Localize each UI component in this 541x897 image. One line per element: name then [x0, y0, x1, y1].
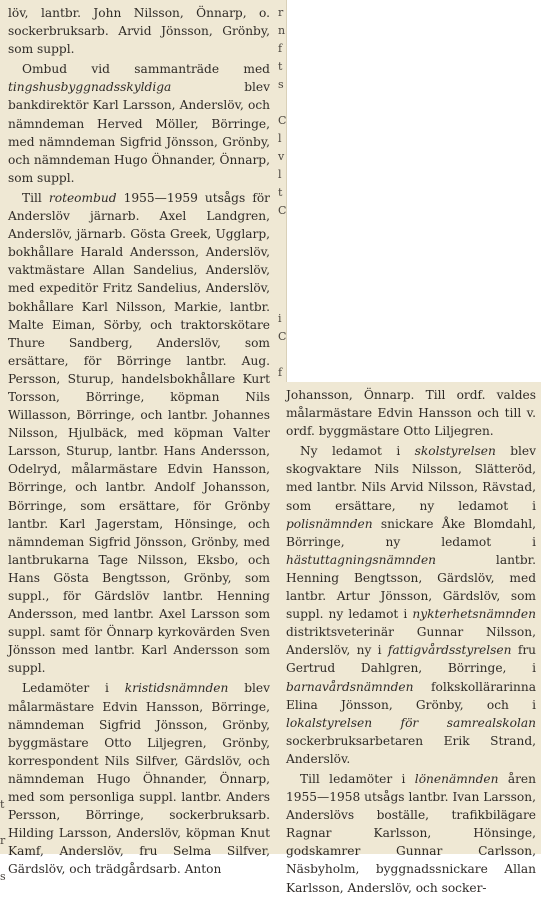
- italic-term: skolstyrelsen: [414, 444, 496, 459]
- gutter-letter: t: [278, 60, 283, 73]
- gutter-letter: [0, 202, 6, 220]
- gutter-letter: [278, 346, 285, 364]
- right-gutter-fragments: [278, 4, 285, 382]
- gutter-letter: f: [278, 42, 283, 55]
- gutter-letter: [0, 418, 6, 436]
- gutter-letter: s: [0, 870, 6, 883]
- gutter-letter: [0, 814, 6, 832]
- italic-term: barnavårdsnämnden: [286, 679, 414, 694]
- paragraph: Ny ledamot i skolstyrelsen blev skogvaktare Nils Nilsson, Slätteröd, med lantbr. Nils Arvid Nilsson, Rävstad, som ersättare, ny ledamot i polisnämnden snickare Åke Blomdahl, Börringe, ny ledamot i hästuttagningsnämnden lantbr. Henning Bengtsson, Gärdslöv, med lantbr. Artur Jönsson, Gärdslöv, som suppl. ny ledamot i nykterhetsnämnden distriktsveterinär Gunnar Nilsson, Anderslöv, ny i fattigvårdsstyrelsen fru Gertrud Dahlgren, Börringe, i barnavårdsnämnden folkskollärarinna Elina Jönsson, Grönby, och i lokalstyrelsen för samrealskolan sockerbruksarbetaren Erik Strand, Anderslöv.: [286, 444, 537, 766]
- gutter-letter: C: [278, 204, 287, 217]
- gutter-letter: [0, 94, 6, 112]
- gutter-letter: [0, 364, 6, 382]
- paragraph: Johansson, Önnarp. Till ordf. valdes målarmästare Edvin Hansson och till v. ordf. byggmästare Otto Liljegren.: [286, 388, 536, 439]
- gutter-letter: [0, 184, 6, 202]
- italic-term: lönenämnden: [414, 771, 499, 786]
- gutter-letter: [0, 760, 6, 778]
- gutter-letter: [278, 238, 285, 256]
- gutter-letter: i: [278, 312, 282, 325]
- gutter-letter: [0, 436, 6, 454]
- gutter-letter: [0, 292, 6, 310]
- gutter-letter: [0, 382, 6, 400]
- paragraph: Till ledamöter i lönenämnden åren 1955—1958 utsågs lantbr. Ivan Larsson, Anderslövs boställe, trafikbilägare Ragnar Karlsson, Hönsinge, godskamrer Gunnar Carlsson, Näsbyholm, byggnadssnickare Allan Karlsson, Anderslöv, och socker-: [286, 771, 536, 895]
- gutter-letter: n: [278, 24, 286, 37]
- gutter-letter: C: [278, 114, 287, 127]
- neighbor-column-fragment: [278, 0, 287, 382]
- gutter-letter: [278, 274, 285, 292]
- gutter-letter: [0, 220, 6, 238]
- gutter-letter: l: [278, 132, 282, 145]
- gutter-letter: [0, 256, 6, 274]
- gutter-letter: [0, 148, 6, 166]
- gutter-letter: [0, 670, 6, 688]
- gutter-letter: [0, 22, 6, 40]
- gutter-letter: v: [278, 150, 285, 163]
- gutter-letter: [0, 490, 6, 508]
- gutter-letter: [0, 274, 6, 292]
- gutter-letter: [0, 742, 6, 760]
- gutter-letter: [0, 310, 6, 328]
- italic-term: kristidsnämnden: [124, 681, 229, 696]
- gutter-letter: [0, 40, 6, 58]
- italic-term: lokalstyrelsen för samrealskolan: [286, 715, 536, 730]
- gutter-letter: [0, 544, 6, 562]
- gutter-letter: [0, 616, 6, 634]
- gutter-letter: r: [0, 834, 6, 847]
- gutter-letter: [0, 850, 6, 868]
- gutter-letter: [0, 778, 6, 796]
- gutter-letter: [0, 112, 6, 130]
- gutter-letter: [278, 292, 285, 310]
- gutter-letter: [0, 508, 6, 526]
- paragraph: Ledamöter i kristidsnämnden blev målarmästare Edvin Hansson, Börringe, nämndeman Sigfrid Jönsson, Grönby, byggmästare Otto Liljegren, Grönby, korrespondent Nils Silfver, Gärdslöv, och nämndeman Hugo Öhnander, Önnarp, med som personliga suppl. lantbr. Anders Persson, Börringe, sockerbruksarb. Hilding Larsson, Anderslöv, köpman Knut Kamf, Anderslöv, fru Selma Silfver, Gärdslöv, och trädgårdsarb. Anton: [8, 681, 270, 877]
- gutter-letter: [0, 634, 6, 652]
- italic-term: fattigvårdsstyrelsen: [387, 643, 512, 658]
- gutter-letter: t: [278, 186, 283, 199]
- gutter-letter: r: [278, 6, 284, 19]
- paragraph: Ombud vid sammanträde med tingshusbyggnadsskyldiga blev bankdirektör Karl Larsson, Anderslöv, och nämndeman Herved Möller, Börringe, med nämndeman Sigfrid Jönsson, Grönby, och nämndeman Hugo Öhnander, Önnarp, som suppl.: [8, 62, 270, 185]
- gutter-letter: [0, 130, 6, 148]
- gutter-letter: l: [278, 168, 282, 181]
- gutter-letter: [0, 724, 6, 742]
- gutter-letter: [0, 58, 6, 76]
- paragraph: Till roteombud 1955—1959 utsågs för Anderslöv järnarb. Axel Landgren, Anderslöv, järnarb. Gösta Greek, Ugglarp, bokhållare Harald Andersson, Anderslöv, vaktmästare Allan Sandelius, Anderslöv, med expeditör Fritz Sandelius, Anderslöv, bokhållare Karl Nilsson, Markie, lantbr. Malte Eiman, Sörby, och traktorskötare Thure Sandberg, Anderslöv, som ersättare, för Börringe lantbr. Aug. Persson, Sturup, handelsbokhållare Kurt Torsson, Börringe, köpman Nils Willasson, Börringe, och lantbr. Johannes Nilsson, Hjulbäck, med köpman Valter Larsson, Sturup, lantbr. Hans Andersson, Odelryd, målarmästare Edvin Hansson, Börringe, och lantbr. Andolf Johansson, Börringe, som ersättare, för Grönby lantbr. Karl Jagerstam, Hönsinge, och nämndeman Sigfrid Jönsson, Grönby, med lantbrukarna Tage Nilsson, Eksbo, och Hans Gösta Bengtsson, Grönby, som suppl., för Gärdslöv lantbr. Henning Andersson, med lantbr. Axel Larsson som suppl. samt för Önnarp kyrkovärden Sven Jönsson med lantbr. Karl Andersson som suppl.: [8, 190, 270, 676]
- gutter-letter: C: [278, 330, 287, 343]
- gutter-letter: [0, 562, 6, 580]
- italic-term: hästuttagningsnämnden: [286, 552, 437, 567]
- gutter-letter: [0, 706, 6, 724]
- gutter-letter: [0, 652, 6, 670]
- italic-term: tingshusbyggnadsskyldiga: [8, 80, 172, 95]
- italic-term: roteombud: [48, 190, 117, 205]
- gutter-letter: [0, 166, 6, 184]
- left-gutter-fragments: [0, 4, 6, 886]
- paragraph: löv, lantbr. John Nilsson, Önnarp, o. sockerbruksarb. Arvid Jönsson, Grönby, som suppl.: [8, 6, 270, 57]
- gutter-letter: [0, 472, 6, 490]
- gutter-letter: [0, 526, 6, 544]
- gutter-letter: [0, 454, 6, 472]
- italic-term: nykterhetsnämnden: [412, 607, 536, 622]
- gutter-letter: t: [0, 798, 5, 811]
- gutter-letter: [0, 238, 6, 256]
- gutter-letter: [0, 598, 6, 616]
- gutter-letter: [0, 688, 6, 706]
- gutter-letter: [0, 346, 6, 364]
- right-article-column: [286, 386, 536, 897]
- gutter-letter: [0, 400, 6, 418]
- gutter-letter: s: [278, 78, 284, 91]
- gutter-letter: [278, 94, 285, 112]
- italic-term: polisnämnden: [286, 516, 373, 531]
- gutter-letter: [0, 580, 6, 598]
- gutter-letter: [278, 256, 285, 274]
- gutter-letter: [278, 220, 285, 238]
- gutter-letter: [0, 328, 6, 346]
- gutter-letter: [0, 4, 6, 22]
- gutter-letter: [0, 76, 6, 94]
- gutter-letter: f: [278, 366, 283, 379]
- right-clipping: [278, 382, 541, 895]
- left-article-column: [8, 4, 270, 879]
